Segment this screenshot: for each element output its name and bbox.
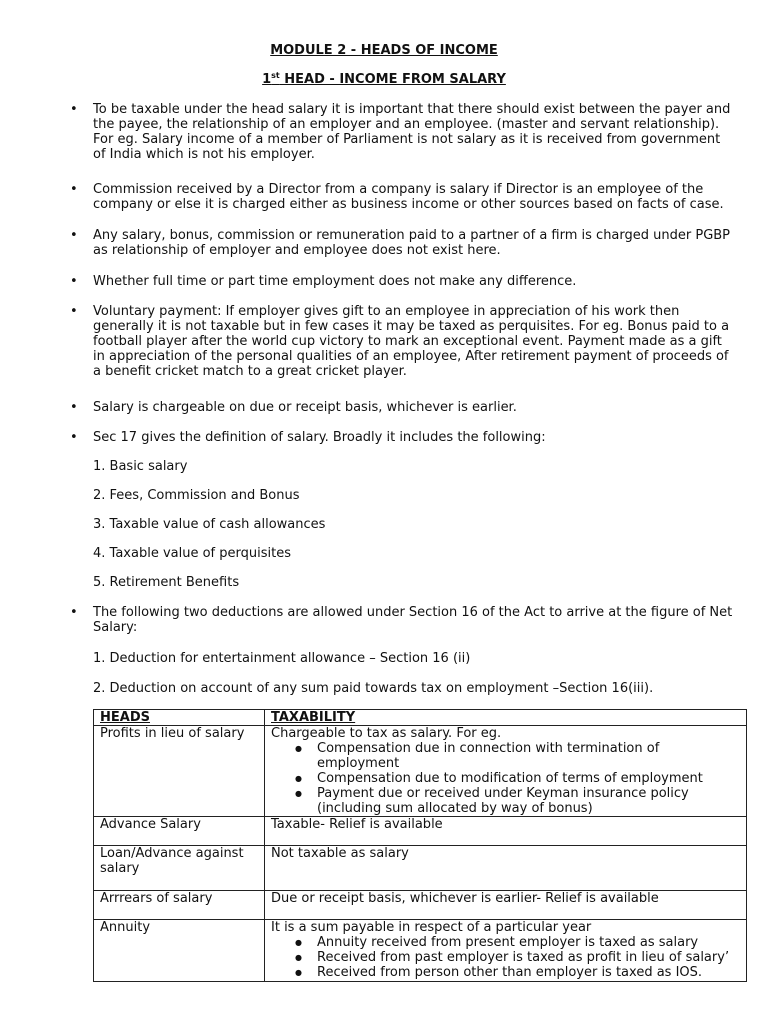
list-item: ● Compensation due in connection with termination of employment xyxy=(317,741,740,771)
bullet-paragraph: Any salary, bonus, commission or remuneration paid to a partner of a firm is charged under PGBP as relationship of employer and employee does not exist here. xyxy=(93,228,731,258)
salary-item: 5. Retirement Benefits xyxy=(93,575,240,590)
bullet-marker: • xyxy=(70,304,78,319)
head-cell: Advance Salary xyxy=(94,817,265,846)
bullet-paragraph: Whether full time or part time employment does not make any difference. xyxy=(93,274,577,289)
bullet-paragraph: Commission received by a Director from a company is salary if Director is an employee of the company or else it is charged either as business income or other sources based on facts of case. xyxy=(93,182,724,212)
example-list xyxy=(271,741,740,816)
bullet-marker: • xyxy=(70,228,78,243)
head-cell: Profits in lieu of salary xyxy=(94,726,265,817)
bullet-marker: • xyxy=(70,274,78,289)
taxability-cell xyxy=(265,920,747,982)
list-item: ● Compensation due to modification of terms of employment xyxy=(317,771,740,786)
salary-item: 1. Basic salary xyxy=(93,459,188,474)
deduction-item: 2. Deduction on account of any sum paid towards tax on employment –Section 16(iii). xyxy=(93,681,654,696)
bullet-paragraph: Sec 17 gives the definition of salary. Broadly it includes the following: xyxy=(93,430,546,445)
salary-item: 2. Fees, Commission and Bonus xyxy=(93,488,300,503)
bullet-paragraph: Salary is chargeable on due or receipt basis, whichever is earlier. xyxy=(93,400,517,415)
table-row xyxy=(94,817,747,846)
column-header-taxability: TAXABILITY xyxy=(265,710,747,726)
bullet-marker: • xyxy=(70,605,78,620)
bullet-paragraph: The following two deductions are allowed under Section 16 of the Act to arrive at the figure of Net Salary: xyxy=(93,605,733,635)
example-list xyxy=(271,935,740,980)
table-row xyxy=(94,891,747,920)
taxability-cell xyxy=(265,726,747,817)
taxability-cell: Not taxable as salary xyxy=(265,846,747,891)
head-cell: Loan/Advance against salary xyxy=(94,846,265,891)
taxability-text: It is a sum payable in respect of a particular year xyxy=(271,920,592,935)
list-item: ● Payment due or received under Keyman insurance policy (including sum allocated by way of bonus) xyxy=(317,786,740,816)
table-header-row xyxy=(94,710,747,726)
salary-item: 3. Taxable value of cash allowances xyxy=(93,517,326,532)
taxability-text: Chargeable to tax as salary. For eg. xyxy=(271,726,502,741)
salary-item: 4. Taxable value of perquisites xyxy=(93,546,291,561)
heading-number: 1 xyxy=(262,72,272,87)
list-item: ● Annuity received from present employer is taxed as salary xyxy=(317,935,740,950)
bullet-marker: • xyxy=(70,430,78,445)
section-heading xyxy=(0,72,768,87)
table-row xyxy=(94,920,747,982)
list-item: ● Received from person other than employer is taxed as IOS. xyxy=(317,965,740,980)
head-cell: Annuity xyxy=(94,920,265,982)
taxability-cell: Due or receipt basis, whichever is earlier- Relief is available xyxy=(265,891,747,920)
heading-ordinal: st xyxy=(271,71,280,80)
bullet-paragraph: To be taxable under the head salary it is important that there should exist between the payer and the payee, the relationship of an employer and an employee. (master and servant relationship). For eg. Salary income of a member of Parliament is not salary as it is received from government of India which is not his employer. xyxy=(93,102,731,162)
bullet-paragraph: Voluntary payment: If employer gives gift to an employee in appreciation of his work then generally it is not taxable but in few cases it may be taxed as perquisites. For eg. Bonus paid to a football player after the world cup victory to mark an exceptional event. Payment made as a gift in appreciation of the personal qualities of an employee, After retirement payment of proceeds of a benefit cricket match to a great cricket player. xyxy=(93,304,730,379)
table-row xyxy=(94,846,747,891)
bullet-marker: • xyxy=(70,400,78,415)
deduction-item: 1. Deduction for entertainment allowance – Section 16 (ii) xyxy=(93,651,471,666)
list-item: ● Received from past employer is taxed as profit in lieu of salary’ xyxy=(317,950,740,965)
column-header-heads: HEADS xyxy=(94,710,265,726)
taxability-table xyxy=(93,709,747,982)
taxability-cell: Taxable- Relief is available xyxy=(265,817,747,846)
head-cell: Arrrears of salary xyxy=(94,891,265,920)
page-title: MODULE 2 - HEADS OF INCOME xyxy=(270,43,498,58)
bullet-marker: • xyxy=(70,182,78,197)
bullet-marker: • xyxy=(70,102,78,117)
heading-text: HEAD - INCOME FROM SALARY xyxy=(279,72,506,87)
table-row xyxy=(94,726,747,817)
